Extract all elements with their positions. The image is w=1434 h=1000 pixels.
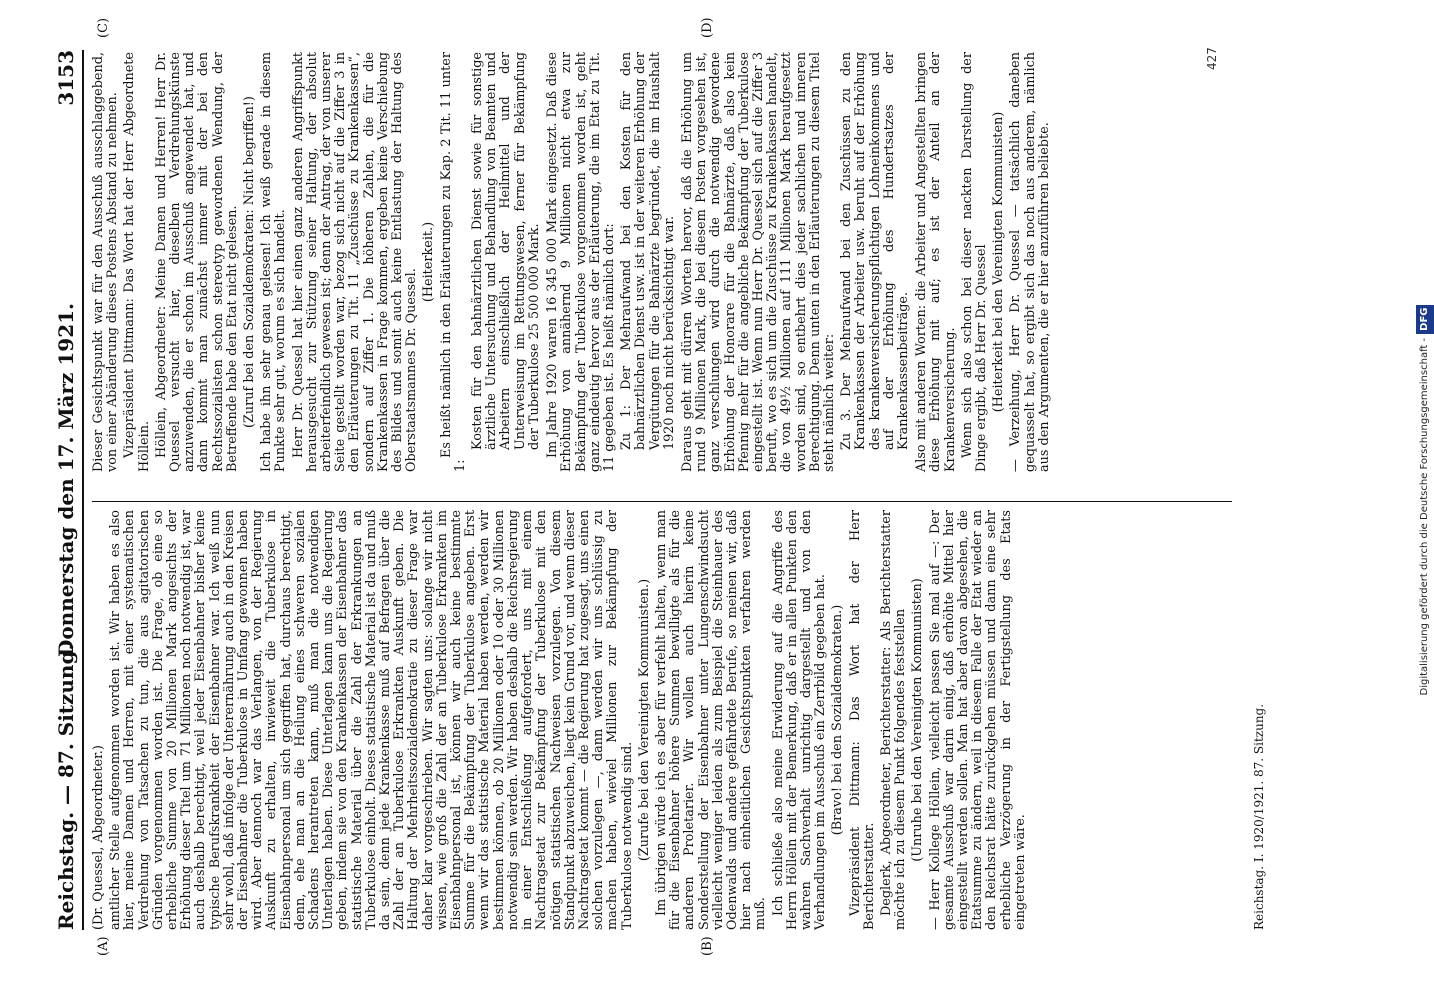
column-divider	[92, 501, 1232, 502]
speaker-continuation: (Dr. Quessel, Abgeordneter.)	[91, 745, 106, 930]
paragraph: Es heißt nämlich in den Erläuterungen zu Kap. 2 Tit. 11 unter 1:	[438, 52, 468, 472]
speaker-paragraph: Deglerk, Abgeordneter, Berichterstatter: Als Berichterstatter möchte ich zu diesem Punkt folgendes feststellen	[878, 510, 909, 930]
right-column	[92, 52, 1055, 472]
quotation: Kosten für den bahnärztlichen Dienst sowie für sonstige ärztliche Untersuchung und Behandlung von Beamten und Arbeitern einschließlich der Heilmittel und der Unterweisung im Rettungswesen, ferner für Bekämpfung der Tuberkulose 25 500 000 Mark.	[470, 52, 542, 450]
interjection: (Heiterkeit bei den Vereinigten Kommunisten)	[991, 111, 1007, 413]
credit-text: Digitalisierung gefördert durch die Deutsche Forschungsgemeinschaft -	[1419, 337, 1430, 696]
header-date: Donnerstag den 17. März 1921.	[54, 303, 78, 657]
margin-mark-d: (D)	[700, 17, 715, 38]
page-footer: Reichstag. I. 1920/1921. 87. Sitzung.	[1252, 703, 1266, 930]
paragraph: Ich habe ihn sehr genau gelesen! Ich weiß gerade in diesem Punkte sehr gut, worum es sich handelt.	[259, 52, 289, 472]
paragraph: Wenn sich also schon bei dieser nackten Darstellung der Dinge ergibt, daß Herr Dr. Quessel	[959, 52, 989, 472]
paragraph: Also mit anderen Worten: die Arbeiter und Angestellten bringen diese Erhöhung mit auf; es ist der Anteil an der Krankenversicherung.	[914, 52, 958, 472]
speaker-paragraph: Höllein, Abgeordneter: Meine Damen und Herren! Herr Dr. Quessel versucht hier, dieselben Verdrehungskünste anzuwenden, die er schon im Ausschuß angewendet hat, und dann kommt man zunächst immer mit der bei den Rechtssozialisten schon stereotyp gewordenen Wendung, der Betreffende habe den Etat nicht gelesen.	[153, 52, 240, 472]
page-header	[48, 50, 84, 930]
speaker-paragraph: Vizepräsident Dittmann: Das Wort hat der Herr Abgeordnete Höllein.	[122, 52, 152, 472]
speaker-paragraph: Vizepräsident Dittmann: Das Wort hat der Herr Berichterstatter.	[847, 510, 877, 930]
paragraph: — Verzeihung, Herr Dr. Quessel — tatsächlich daneben gequasselt hat, so ergibt sich das noch aus anderem, nämlich aus den Argumenten, die er hier anzuführen beliebte.	[1008, 52, 1052, 472]
interjection: (Bravo! bei den Sozialdemokraten.)	[830, 604, 846, 836]
header-session: Reichstag. — 87. Sitzung.	[54, 643, 78, 930]
paragraph: — Herr Kollege Höllein, vielleicht passen Sie mal auf —: Der gesamte Ausschuß war darin einig, daß erhöhte Mittel hier eingestellt werden sollen. Man hat aber davon abgesehen, die Etatsumme zu ändern, weil in diesem Falle der Etat wieder an den Reichsrat hätte zurückgehen müssen und dann eine sehr erhebliche Verzögerung in der Fertigstellung des Etats eingetreten wäre.	[927, 510, 1028, 930]
quotation: Zu 3. Der Mehraufwand bei den Zuschüssen zu den Krankenkassen der Arbeiter usw. beruht auf der Erhöhung des krankenversicherungspflichtigen Lohneinkommens und auf der Erhöhung des Hundertsatzes der Krankenkassenbeiträge.	[839, 52, 911, 450]
paragraph: Im übrigen würde ich es aber für verfehlt halten, wenn man für die Eisenbahner höhere Summen bewilligte als für die anderen Proletarier. Wir wollen auch hierin keine Sonderstellung der Eisenbahner unter Lungenschwindsucht vielleicht weniger leiden als zum Beispiel die Steinhauer des Odenwalds und andere gefährdete Berufe, so meinen wir, daß hier nach einheitlichen Gesichtspunkten verfahren werden muß.	[653, 510, 769, 930]
interjection: (Unruhe bei den Vereinigten Kommunisten)	[910, 578, 926, 862]
quotation-block	[471, 52, 542, 450]
paragraph: amtlicher Stelle aufgenommen worden ist. Wir haben es also hier, meine Damen und Herren, mit einer systematischen Verdrehung von Tatsachen zu tun, die aus agitatorischen Gründen vorgenommen worden ist. Die Frage, ob eine so erhebliche Summe von 20 Millionen Mark angesichts der Erhöhung dieser Titel um 71 Millionen noch notwendig ist, war auch deshalb berechtigt, weil jeder Eisenbahner bisher keine typische Berufskrankheit der Eisenbahner war. Ich weiß nun sehr wohl, daß infolge der Unterernährung auch in den Kreisen der Eisenbahner die Tuberkulose in Umfang gewonnen haben wird. Aber dennoch war das Verlangen, von der Regierung Auskunft zu erhalten, inwieweit die Tuberkulose in Eisenbahnpersonal um sich gegriffen hat, durchaus berechtigt, denn, ehe man an die Heilung eines schweren sozialen Schadens herantreten kann, muß man die notwendigen Unterlagen haben. Diese Unterlagen kann uns die Regierung geben, indem sie von den Krankenkassen der Eisenbahner das statistische Material über die Zahl der Erkrankungen an Tuberkulose einholt. Dieses statistische Material ist da und muß da sein, denn jede Krankenkasse muß auf Befragen über die Zahl der an Tuberkulose Erkrankten Auskunft geben. Die Haltung der Mehrheitssozialdemokratie zu dieser Frage war daher klar vorgeschrieben. Wir sagten uns: solange wir nicht wissen, wie groß die Zahl der an Tuberkulose Erkrankten im Eisenbahnpersonal ist, können wir auch keine bestimmte Summe für die Bekämpfung der Tuberkulose angeben. Erst wenn wir das statistische Material haben werden, werden wir bestimmen können, ob 20 Millionen oder 10 oder 30 Millionen notwendig sein werden. Wir haben deshalb die Reichsregierung in einer Entschließung aufgefordert, uns mit einem Nachtragsetat zur Bekämpfung der Tuberkulose mit den nötigen statistischen Nachweisen vorzulegen. Von diesem Standpunkt abzuweichen, liegt kein Grund vor, und wenn dieser Nachtragsetat kommt — die Regierung hat zugesagt, uns einen solchen vorzulegen —, dann werden wir uns schlüssig zu machen haben, wieviel Millionen zur Bekämpfung der Tuberkulose notwendig sind.	[108, 510, 635, 930]
digitization-credit	[1416, 0, 1434, 1000]
interjection: (Zuruf bei den Sozialdemokraten: Nicht begriffen!)	[242, 96, 258, 428]
quotation-block	[840, 52, 911, 450]
quotation-block	[620, 52, 677, 450]
margin-mark-b: (B)	[700, 936, 715, 956]
header-page-number: 3153	[54, 50, 78, 106]
quotation: Zu 1: Der Mehraufwand bei den Kosten für den bahnärztlichen Dienst usw. ist in der weiteren Erhöhung der Vergütungen für die Bahnärzte begründet, die im Haushalt 1920 noch nicht berücksichtigt war.	[619, 52, 677, 450]
paragraph: Daraus geht mit dürren Worten hervor, daß die Erhöhung um rund 9 Millionen Mark, die bei diesem Posten vorgesehen ist, ganz verschlungen wird durch die notwendig gewordene Erhöhung der Honorare für die Bahnärzte, daß also kein Pfennig mehr für die angebliche Bekämpfung der Tuberkulose eingestellt ist. Wenn nun Herr Dr. Quessel sich auf die Ziffer 3 beruft, wo es sich um die Zuschüsse zu Krankenkassen handelt, die von 49½ Millionen auf 111 Millionen Mark heraufgesetzt worden sind, so entbehrt dies jeder sachlichen und inneren Berechtigung. Denn unten in den Erläuterungen zu diesem Titel steht nämlich weiter:	[679, 52, 837, 472]
dfg-logo: DFG	[1416, 305, 1434, 334]
paragraph: Dieser Gesichtspunkt war für den Ausschuß ausschlaggebend, von einer Abänderung dieses Postens Abstand zu nehmen.	[91, 52, 121, 472]
paragraph: Im Jahre 1920 waren 16 345 000 Mark eingesetzt. Daß diese Erhöhung von annähernd 9 Millionen nicht etwa zur Bekämpfung der Tuberkulose vorgenommen worden ist, geht ganz eindeutig hervor aus der Erläuterung, die im Etat zu Tit. 11 gegeben ist. Es heißt nämlich dort:	[545, 52, 617, 472]
paragraph: Ich schließe also meine Erwiderung auf die Angriffe des Herrn Höllein mit der Bemerkung, daß er in allen Punkten den wahren Sachverhalt unrichtig dargestellt und von den Verhandlungen im Ausschuß ein Zerrbild gegeben hat.	[770, 510, 829, 930]
interjection: (Heiterkeit.)	[421, 221, 437, 303]
paragraph: Herr Dr. Quessel hat hier einen ganz anderen Angriffspunkt herausgesucht zur Stützung seiner Haltung, der absolut arbeiterfeindlich gewesen ist; denn der Antrag, der von unserer Seite gestellt worden war, bezog sich nicht auf die Ziffer 3 in den Erläuterungen zu Tit. 11 „Zuschüsse zu Krankenkassen“, sondern auf Ziffer 1. Die höheren Zahlen, die für die Krankenkassen in Frage kommen, ergeben keine Verschiebung des Bildes und somit auch keine Entlastung der Haltung des Oberstaatsmannes Dr. Quessel.	[290, 52, 420, 472]
margin-mark-c: (C)	[96, 17, 111, 38]
left-column	[92, 510, 1031, 930]
margin-mark-a: (A)	[96, 936, 111, 956]
pencil-annotation: 427	[1205, 47, 1219, 70]
interjection: (Zurufe bei den Vereinigten Kommunisten.)	[636, 578, 652, 862]
